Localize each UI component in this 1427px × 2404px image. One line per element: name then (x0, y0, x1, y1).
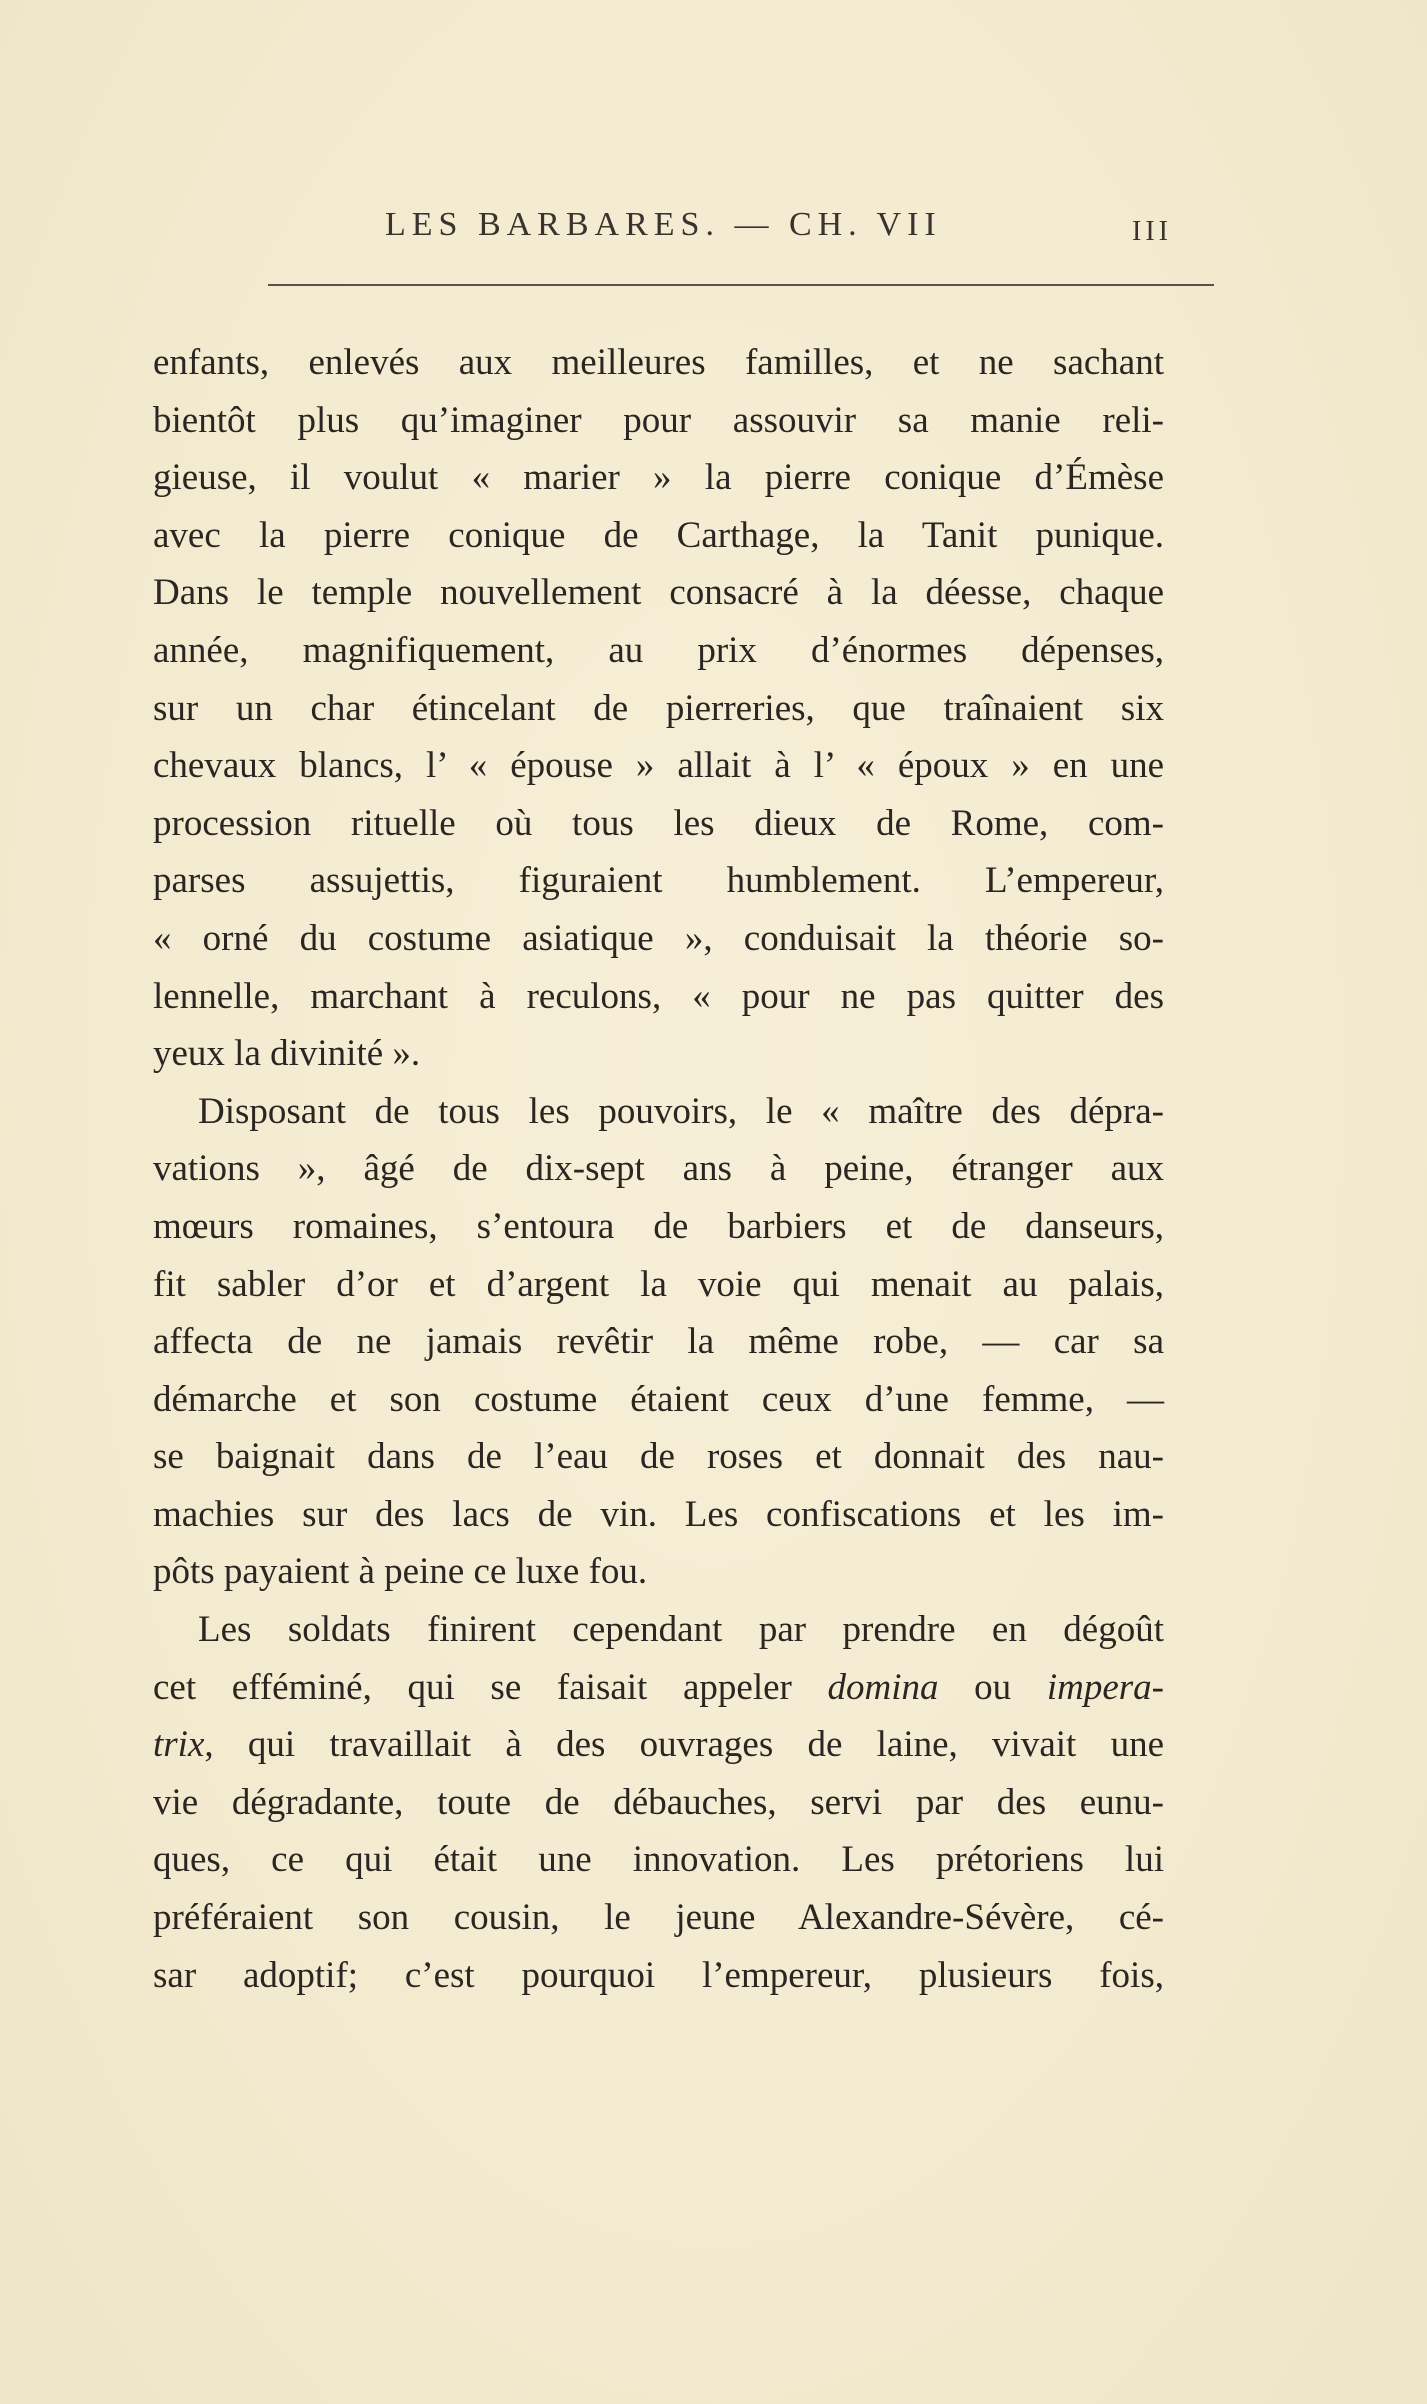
text-line: préféraient son cousin, le jeune Alexandre-Sévère, cé- (153, 1897, 1164, 1939)
italic-word: trix (153, 1724, 205, 1766)
text-line: année, magnifiquement, au prix d’énormes dépenses, (153, 629, 1164, 671)
text-line: enfants, enlevés aux meilleures familles, et ne sachant (153, 342, 1164, 383)
text-line: bientôt plus qu’imaginer pour assouvir sa manie reli- (153, 399, 1164, 441)
text-line: vie dégradante, toute de débauches, servi par des eunu- (153, 1781, 1164, 1823)
text-line: chevaux blancs, l’ « épouse » allait à l’ « époux » en une (153, 745, 1164, 787)
text-line: machies sur des lacs de vin. Les confiscations et les im- (153, 1493, 1164, 1535)
text-segment: , qui travaillait à des ouvrages de laine, vivait une (204, 1724, 1164, 1766)
text-line: vations », âgé de dix-sept ans à peine, étranger aux (153, 1148, 1164, 1190)
italic-word: domina (827, 1666, 939, 1708)
text-line: fit sabler d’or et d’argent la voie qui menait au palais, (153, 1263, 1164, 1305)
text-line: sur un char étincelant de pierreries, que traînaient six (153, 687, 1164, 729)
text-line: « orné du costume asiatique », conduisait la théorie so- (153, 917, 1164, 959)
text-line: sar adoptif; c’est pourquoi l’empereur, plusieurs fois, (153, 1954, 1164, 1996)
text-line: Les soldats finirent cependant par prendre en dégoût (198, 1609, 1164, 1651)
text-line: avec la pierre conique de Carthage, la Tanit punique. (153, 514, 1164, 556)
text-line: gieuse, il voulut « marier » la pierre conique d’Émèse (153, 457, 1164, 499)
running-title: LES BARBARES. — CH. VII (385, 206, 942, 243)
text-line: Disposant de tous les pouvoirs, le « maître des dépra- (198, 1090, 1164, 1132)
text-line: ques, ce qui était une innovation. Les prétoriens lui (153, 1839, 1164, 1881)
running-head (150, 206, 1172, 256)
header-rule (268, 284, 1214, 286)
text-line (153, 1659, 1164, 1717)
text-line: lennelle, marchant à reculons, « pour ne pas quitter des (153, 975, 1164, 1017)
text-line: yeux la divinité ». (153, 1033, 421, 1075)
text-line (153, 1716, 1164, 1774)
text-line: procession rituelle où tous les dieux de Rome, com- (153, 802, 1164, 844)
body-text (153, 334, 1164, 2004)
text-line: affecta de ne jamais revêtir la même robe, — car sa (153, 1321, 1164, 1363)
italic-word: impera- (1046, 1666, 1164, 1708)
text-line: démarche et son costume étaient ceux d’une femme, — (153, 1378, 1164, 1420)
text-segment: ou (938, 1666, 1047, 1708)
page-number: III (1132, 216, 1172, 247)
text-line: pôts payaient à peine ce luxe fou. (153, 1551, 648, 1593)
text-line: parses assujettis, figuraient humblement. L’empereur, (153, 860, 1164, 902)
text-line: Dans le temple nouvellement consacré à la déesse, chaque (153, 572, 1164, 614)
text-line: mœurs romaines, s’entoura de barbiers et de danseurs, (153, 1205, 1164, 1247)
text-segment: cet efféminé, qui se faisait appeler (153, 1666, 828, 1708)
text-line: se baignait dans de l’eau de roses et donnait des nau- (153, 1436, 1164, 1478)
